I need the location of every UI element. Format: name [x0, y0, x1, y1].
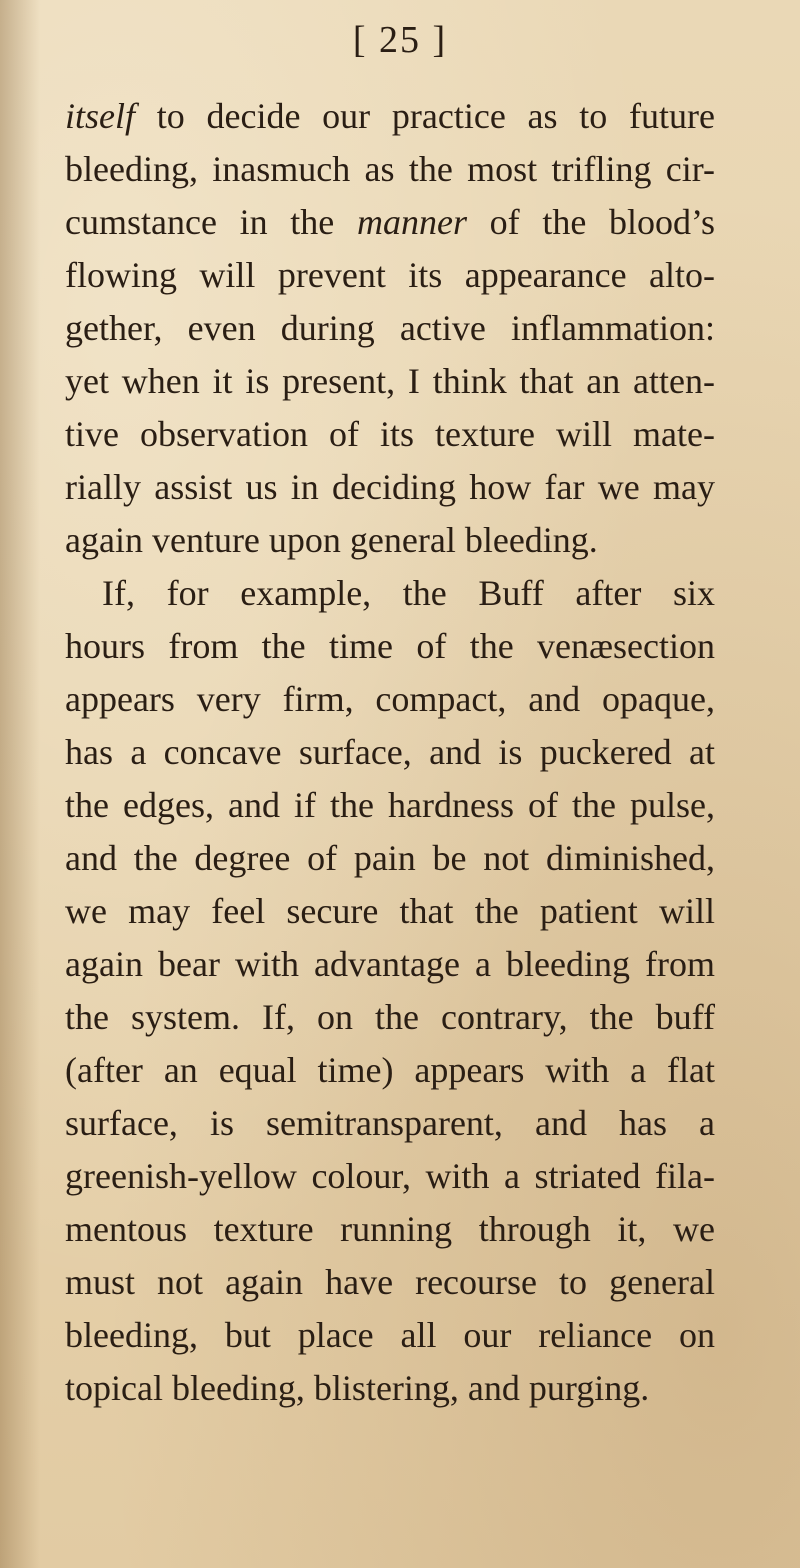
text-segment: topical bleeding, blistering, and purging.: [65, 1368, 650, 1408]
text-segment: again bear with advantage a bleeding from: [65, 944, 715, 984]
text-line: [65, 1256, 715, 1309]
page-number: [ 25 ]: [352, 19, 448, 61]
text-segment: the edges, and if the hardness of the pulse,: [65, 785, 715, 825]
text-line: [65, 302, 715, 355]
text-segment: yet when it is present, I think that an atten-: [65, 361, 715, 401]
body-text: [65, 90, 715, 1415]
text-segment: of the blood’s: [466, 202, 715, 242]
text-line: [65, 514, 715, 567]
text-segment: If, for example, the Buff after six: [102, 573, 715, 613]
text-line: [65, 779, 715, 832]
italic-word: itself: [65, 96, 135, 136]
text-line: [65, 1044, 715, 1097]
text-segment: tive observation of its texture will mate-: [65, 414, 715, 454]
text-segment: has a concave surface, and is puckered at: [65, 732, 715, 772]
text-line: [65, 620, 715, 673]
text-segment: (after an equal time) appears with a flat: [65, 1050, 715, 1090]
text-line: [65, 1309, 715, 1362]
text-line: [65, 885, 715, 938]
text-segment: must not again have recourse to general: [65, 1262, 715, 1302]
text-segment: appears very firm, compact, and opaque,: [65, 679, 715, 719]
text-line: [65, 1150, 715, 1203]
italic-word: manner: [356, 202, 467, 242]
text-line: [65, 673, 715, 726]
page-gutter-shadow: [0, 0, 40, 1568]
text-segment: to decide our practice as to future: [135, 96, 715, 136]
text-segment: rially assist us in deciding how far we may: [65, 467, 715, 507]
text-segment: bleeding, inasmuch as the most trifling cir-: [65, 149, 715, 189]
text-line: [65, 1203, 715, 1256]
text-segment: again venture upon general bleeding.: [65, 520, 598, 560]
text-line: [65, 249, 715, 302]
text-segment: we may feel secure that the patient will: [65, 891, 715, 931]
text-segment: hours from the time of the venæsection: [65, 626, 715, 666]
text-segment: greenish-yellow colour, with a striated fila-: [65, 1156, 715, 1196]
text-line: [65, 991, 715, 1044]
text-line: [65, 938, 715, 991]
text-line: [65, 143, 715, 196]
text-segment: surface, is semitransparent, and has a: [65, 1103, 715, 1143]
text-line: [65, 726, 715, 779]
text-line: [65, 355, 715, 408]
text-line: [65, 1097, 715, 1150]
text-line: [65, 461, 715, 514]
text-segment: bleeding, but place all our reliance on: [65, 1315, 715, 1355]
text-segment: gether, even during active inflammation:: [65, 308, 715, 348]
text-segment: cumstance in the: [65, 202, 357, 242]
text-segment: flowing will prevent its appearance alto-: [65, 255, 715, 295]
text-line: [65, 567, 715, 620]
text-line: [65, 832, 715, 885]
text-line: [65, 1362, 715, 1415]
text-line: [65, 408, 715, 461]
text-line: [65, 90, 715, 143]
text-segment: and the degree of pain be not diminished,: [65, 838, 715, 878]
text-segment: mentous texture running through it, we: [65, 1209, 715, 1249]
text-segment: the system. If, on the contrary, the buff: [65, 997, 715, 1037]
text-line: [65, 196, 715, 249]
